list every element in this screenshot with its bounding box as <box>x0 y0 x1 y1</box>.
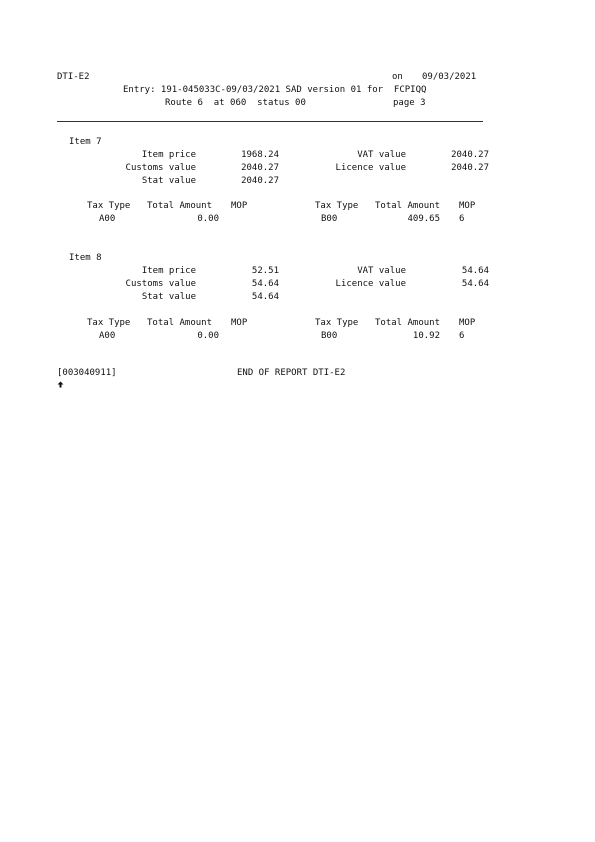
tax-amount-cell: 0.00 <box>197 214 219 224</box>
customs-value: 54.64 <box>251 279 279 289</box>
header-divider <box>57 121 483 122</box>
item-price-value: 1968.24 <box>241 150 279 160</box>
tax-type-cell: B00 <box>321 331 338 341</box>
stat-value: 54.64 <box>251 292 279 302</box>
footer-code: [003040911] <box>57 368 117 378</box>
customs-value-label: Customs value <box>125 163 196 173</box>
item-price-label: Item price <box>141 266 196 276</box>
item-price-label: Item price <box>141 150 196 160</box>
page-number: page 3 <box>393 98 426 108</box>
mop-header: MOP <box>231 201 248 211</box>
tax-type-cell: A00 <box>99 331 116 341</box>
tax-type-header: Tax Type <box>315 201 359 211</box>
vat-value-label: VAT value <box>357 266 406 276</box>
tax-amount-cell: 409.65 <box>407 214 440 224</box>
item-price-value: 52.51 <box>251 266 279 276</box>
entry-line: Entry: 191-045033C-09/03/2021 SAD version 01 for FCPIQQ <box>123 85 427 95</box>
vat-value: 2040.27 <box>451 150 489 160</box>
total-amount-header: Total Amount <box>375 201 441 211</box>
licence-value-label: Licence value <box>335 163 406 173</box>
tax-type-header: Tax Type <box>315 318 359 328</box>
customs-value: 2040.27 <box>241 163 279 173</box>
tax-type-header: Tax Type <box>87 201 131 211</box>
licence-value: 54.64 <box>461 279 489 289</box>
item-title: Item 7 <box>69 137 102 147</box>
end-of-report: END OF REPORT DTI-E2 <box>237 368 346 378</box>
mop-header: MOP <box>231 318 248 328</box>
stat-value-label: Stat value <box>141 176 196 186</box>
stat-value: 2040.27 <box>241 176 279 186</box>
licence-value: 2040.27 <box>451 163 489 173</box>
report-date: 09/03/2021 <box>422 72 477 82</box>
stat-value-label: Stat value <box>141 292 196 302</box>
tax-type-cell: A00 <box>99 214 116 224</box>
tax-mop-cell: 6 <box>459 331 465 341</box>
mop-header: MOP <box>459 201 476 211</box>
tax-amount-cell: 10.92 <box>412 331 440 341</box>
total-amount-header: Total Amount <box>375 318 441 328</box>
mop-header: MOP <box>459 318 476 328</box>
route-line: Route 6 at 060 status 00 <box>165 98 306 108</box>
vat-value: 54.64 <box>461 266 489 276</box>
item-title: Item 8 <box>69 253 102 263</box>
licence-value-label: Licence value <box>335 279 406 289</box>
tax-type-cell: B00 <box>321 214 338 224</box>
tax-amount-cell: 0.00 <box>197 331 219 341</box>
tax-mop-cell: 6 <box>459 214 465 224</box>
total-amount-header: Total Amount <box>147 318 213 328</box>
tax-type-header: Tax Type <box>87 318 131 328</box>
total-amount-header: Total Amount <box>147 201 213 211</box>
cursor-icon <box>57 381 64 388</box>
vat-value-label: VAT value <box>357 150 406 160</box>
customs-value-label: Customs value <box>125 279 196 289</box>
on-label: on <box>392 72 403 82</box>
report-id: DTI-E2 <box>57 72 90 82</box>
